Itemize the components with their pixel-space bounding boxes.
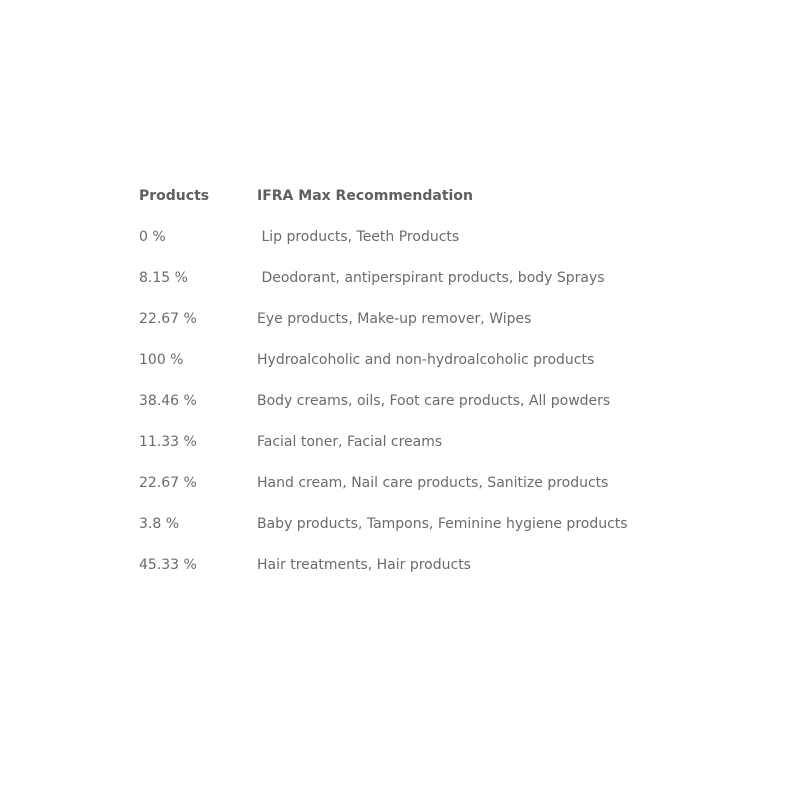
row-percent: 8.15 % [139,270,188,286]
table-row [139,463,699,504]
row-percent: 11.33 % [139,434,197,450]
table-row [139,299,699,340]
row-products: Hand cream, Nail care products, Sanitize products [257,475,609,491]
row-percent: 3.8 % [139,516,180,532]
table-row [139,545,699,586]
table-row [139,258,699,299]
row-products: Eye products, Make-up remover, Wipes [257,311,532,327]
table-row [139,381,699,422]
row-products: Body creams, oils, Foot care products, All powders [257,393,611,409]
ifra-recommendation-table [139,176,699,586]
header-ifra-max-recommendation: IFRA Max Recommendation [257,188,473,204]
row-percent: 100 % [139,352,184,368]
row-percent: 22.67 % [139,311,197,327]
table-row [139,340,699,381]
row-products: Deodorant, antiperspirant products, body Sprays [257,270,605,286]
row-products: Lip products, Teeth Products [257,229,460,245]
row-percent: 22.67 % [139,475,197,491]
header-products: Products [139,188,210,204]
table-row [139,217,699,258]
row-percent: 45.33 % [139,557,197,573]
table-row [139,504,699,545]
table-row [139,422,699,463]
table-header-row [139,176,699,217]
row-products: Baby products, Tampons, Feminine hygiene products [257,516,628,532]
row-products: Hydroalcoholic and non-hydroalcoholic products [257,352,595,368]
row-percent: 38.46 % [139,393,197,409]
row-percent: 0 % [139,229,166,245]
row-products: Facial toner, Facial creams [257,434,443,450]
row-products: Hair treatments, Hair products [257,557,471,573]
